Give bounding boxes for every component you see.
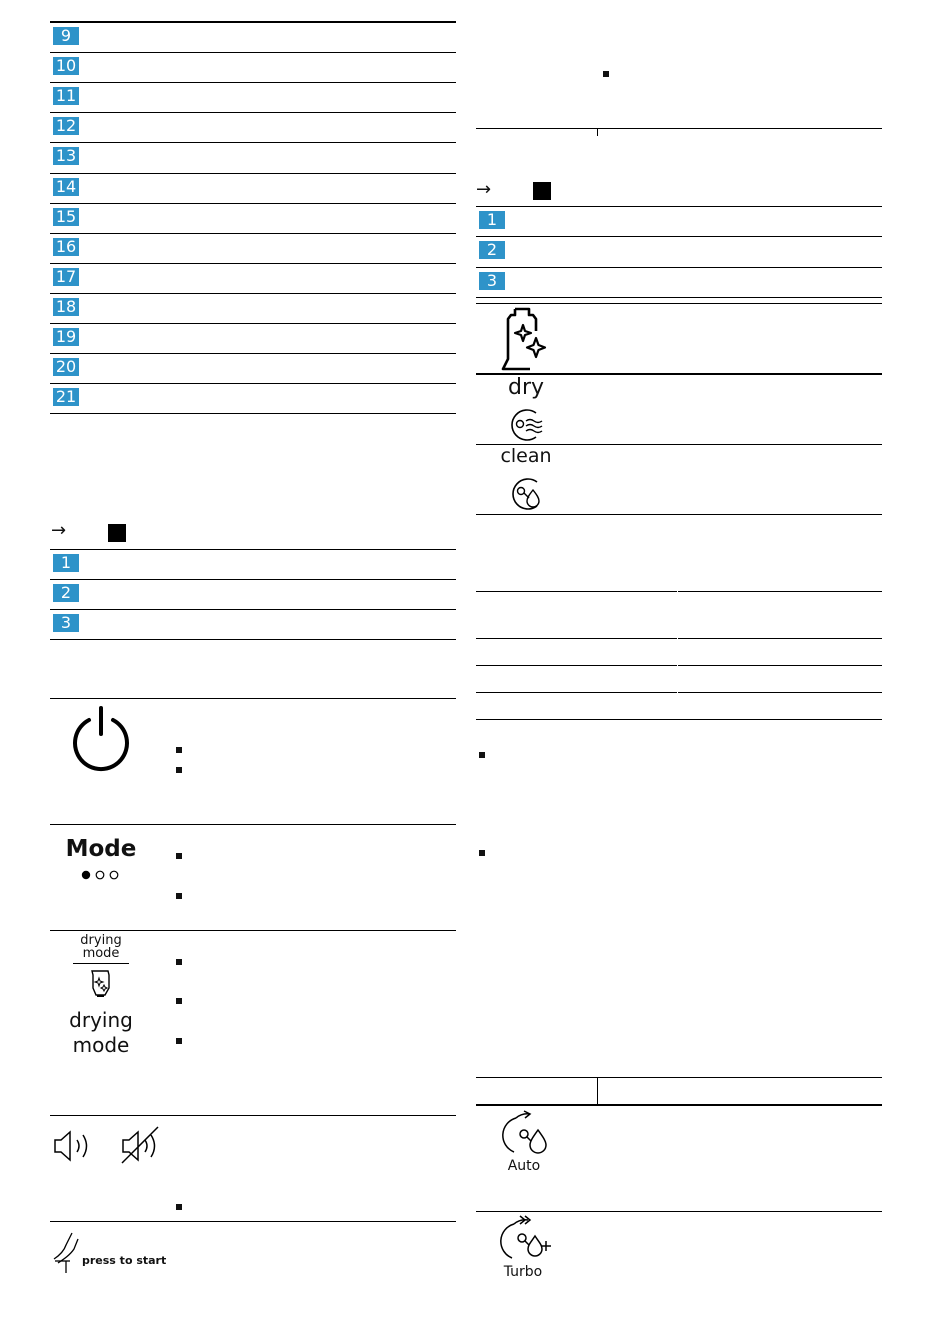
speaker-muted-icon [120, 1125, 168, 1167]
bullet [176, 959, 182, 965]
row-rule [50, 233, 456, 234]
table-top-rule [50, 21, 456, 23]
turbo-mode-icon [500, 1214, 554, 1264]
row-rule [50, 353, 456, 354]
speaker-on-icon [52, 1127, 98, 1165]
step-number-badge: 2 [479, 241, 505, 259]
table-rule [50, 1221, 456, 1222]
bullet [176, 747, 182, 753]
row-rule [50, 203, 456, 204]
table-rule [476, 1104, 882, 1106]
bullet [603, 71, 609, 77]
drying-mode-bottle-icon [86, 968, 116, 1000]
column-divider [597, 1077, 598, 1105]
drying-mode-small-label-2: mode [82, 946, 120, 961]
auto-mode-icon [502, 1108, 550, 1160]
row-rule [50, 579, 456, 580]
table-rule [476, 638, 882, 639]
step-number-badge: 3 [53, 614, 79, 632]
step-number-badge: 1 [479, 211, 505, 229]
row-rule [50, 142, 456, 143]
table-rule [476, 128, 882, 129]
step-number-badge: 15 [53, 208, 79, 226]
table-rule [50, 698, 456, 699]
black-square-icon [533, 182, 551, 200]
step-number-badge: 13 [53, 147, 79, 165]
table-rule [476, 719, 882, 720]
table-rule [50, 930, 456, 931]
table-rule [50, 824, 456, 825]
bullet [176, 893, 182, 899]
label-underline [73, 963, 129, 964]
bullet [176, 1204, 182, 1210]
row-rule [476, 297, 882, 298]
drying-mode-large-label-2: mode [72, 1033, 130, 1057]
step-number-badge: 12 [53, 117, 79, 135]
step-number-badge: 11 [53, 87, 79, 105]
bullet [176, 853, 182, 859]
step-number-badge: 20 [53, 358, 79, 376]
column-divider [597, 128, 598, 136]
row-rule [50, 112, 456, 113]
table-rule [476, 692, 882, 693]
row-rule [50, 82, 456, 83]
table-rule [50, 1115, 456, 1116]
step-number-badge: 19 [53, 328, 79, 346]
bullet [479, 752, 485, 758]
row-rule [50, 383, 456, 384]
turbo-label: Turbo [503, 1264, 543, 1280]
drying-mode-large-label-1: drying [69, 1008, 133, 1032]
drying-mode-small-label-1: drying [80, 933, 122, 948]
row-rule [50, 413, 456, 414]
row-rule [476, 267, 882, 268]
row-rule [50, 639, 456, 640]
table-rule [476, 1211, 882, 1212]
step-number-badge: 10 [53, 57, 79, 75]
table-rule [476, 665, 882, 666]
step-number-badge: 3 [479, 272, 505, 290]
bullet [176, 767, 182, 773]
bullet [176, 998, 182, 1004]
arrow-icon: → [476, 179, 492, 200]
foot-pedal-icon [52, 1229, 86, 1275]
step-number-badge: 9 [53, 27, 79, 45]
auto-label: Auto [507, 1158, 541, 1174]
row-rule [50, 52, 456, 53]
clean-icon [507, 476, 547, 512]
mode-dots-icon [81, 869, 121, 881]
table-rule [476, 1077, 882, 1078]
step-number-badge: 18 [53, 298, 79, 316]
cleaning-bottle-icon [500, 305, 550, 373]
dry-icon [506, 407, 546, 443]
step-number-badge: 17 [53, 268, 79, 286]
power-icon [70, 705, 132, 769]
row-rule [50, 293, 456, 294]
table-rule [476, 303, 882, 304]
row-rule [50, 609, 456, 610]
table-rule [50, 549, 456, 550]
step-number-badge: 16 [53, 238, 79, 256]
dry-label: dry [507, 375, 545, 400]
table-rule [476, 514, 882, 515]
black-square-icon [108, 524, 126, 542]
row-rule [50, 263, 456, 264]
step-number-badge: 1 [53, 554, 79, 572]
row-rule [50, 173, 456, 174]
column-gap [677, 591, 678, 719]
step-number-badge: 14 [53, 178, 79, 196]
press-to-start-label: press to start [82, 1254, 167, 1267]
row-rule [476, 236, 882, 237]
clean-label: clean [500, 445, 552, 467]
table-rule [476, 206, 882, 207]
table-rule [476, 591, 882, 592]
mode-label: Mode [65, 836, 137, 862]
step-number-badge: 2 [53, 584, 79, 602]
row-rule [50, 323, 456, 324]
bullet [176, 1038, 182, 1044]
bullet [479, 850, 485, 856]
step-number-badge: 21 [53, 388, 79, 406]
arrow-icon: → [51, 520, 67, 541]
